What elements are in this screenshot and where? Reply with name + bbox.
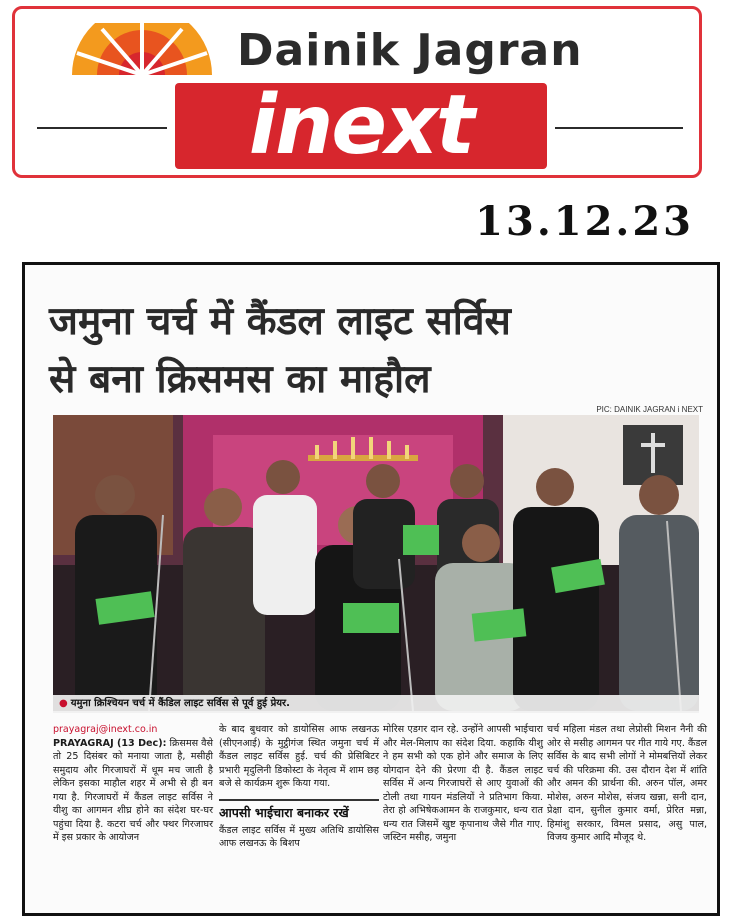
inext-logo <box>175 78 547 173</box>
photo-caption <box>53 695 699 713</box>
news-clipping <box>22 262 720 916</box>
sunburst-logo-icon <box>67 23 217 75</box>
reporter-email: prayagraj@inext.co.in <box>53 724 158 735</box>
column-4-text: चर्च महिला मंडल तथा लेप्रोसी मिशन नैनी की ओर से मसीह आगमन पर गीत गाये गए. कैंडल सर्विस के बाद सभी लोगों ने मोमबत्तियों लेकर चर्च की परिक्रमा की. उस दौरान देश में शांति और अमन की प्रार्थना की. अरुन पॉल, अमर मोशेस, अरुन मोशेस, संजय खन्ना, सनी दान, प्रेक्षा दान, सुनील कुमार वर्मा, प्रेरित मन्ना, हिमांशु सरकार, विमल प्रसाद, असु पाल, विजय कुमार आदि मौजूद थे. <box>547 724 707 843</box>
rule-left <box>37 127 167 129</box>
column-2-text: के बाद बुधवार को डायोसिस आफ लखनऊ (सीएनआई) के मुट्ठीगंज स्थित जमुना चर्च में कैंडल लाइट सर्विस हुई. चर्च की प्रेसिबिटर प्रभारी मृदुलिनी डिकोस्टा के नेतृत्व में शाम छह बजे से कार्यक्रम शुरू किया गया. <box>219 724 379 789</box>
inext-logo-text: inext <box>248 78 474 173</box>
church-prayer-photo <box>53 415 699 711</box>
photo-credit: PIC: DAINIK JAGRAN i NEXT <box>596 405 703 414</box>
subheading: आपसी भाईचारा बनाकर रखें <box>219 799 379 820</box>
headline-line-1: जमुना चर्च में कैंडल लाइट सर्विस <box>49 299 511 344</box>
column-1-text: क्रिसमस वैसे तो 25 दिसंबर को मनाया जाता है, मसीही समुदाय और गिरजाघरों में धूम मच जाती है लेकिन इसका माहौल शहर में अभी से ही बन गया है. गिरजाघरों में कैंडल लाइट सर्विस ने यीशु का आगमन शीघ्र होने का संदेश घर-घर पहुंचा दिया है. कटरा चर्च और फ्थर गिरजाघर में इस प्रकार के आयोजन <box>53 737 213 843</box>
brand-name: Dainik Jagran <box>237 25 583 76</box>
headline-line-2: से बना क्रिसमस का माहौल <box>49 357 431 402</box>
article-column-2 <box>219 723 379 851</box>
rule-right <box>555 127 683 129</box>
masthead <box>12 6 702 178</box>
headline <box>49 293 699 409</box>
column-2-text-continued: कैंडल लाइट सर्विस में मुख्य अतिथि डायोसिस आफ लखनऊ के बिशप <box>219 824 379 849</box>
caption-bullet-icon: ● <box>59 698 68 709</box>
caption-text: यमुना क्रिश्चियन चर्च में कैंडिल लाइट सर्विस से पूर्व हुई प्रेयर. <box>70 698 290 709</box>
article-column-4 <box>547 723 707 845</box>
article-column-1 <box>53 723 213 845</box>
article-column-3 <box>383 723 543 845</box>
column-3-text: मोरिस एडगर दान रहे. उन्होंने आपसी भाईचारा और मेल-मिलाप का संदेश दिया. कहाकि यीशु ने हम सभी को एक होने और समाज के लिए योगदान देने की प्रेरणा दी है. कैंडल लाइट सर्विस में अन्य गिरजाघरों से आए युवाओं की टोली तथा गायन मंडलियों ने प्रतिभाग किया. तेरा हो अभिषेकआमन के राजकुमार, धन्य रात धन्य रात जिसमें खुष्ट कृपानाथ जैसे गीत गाए. जस्टिन मसीह, जमुना <box>383 724 543 843</box>
dateline: PRAYAGRAJ (13 Dec): <box>53 737 167 749</box>
publication-date: 13.12.23 <box>475 198 694 245</box>
